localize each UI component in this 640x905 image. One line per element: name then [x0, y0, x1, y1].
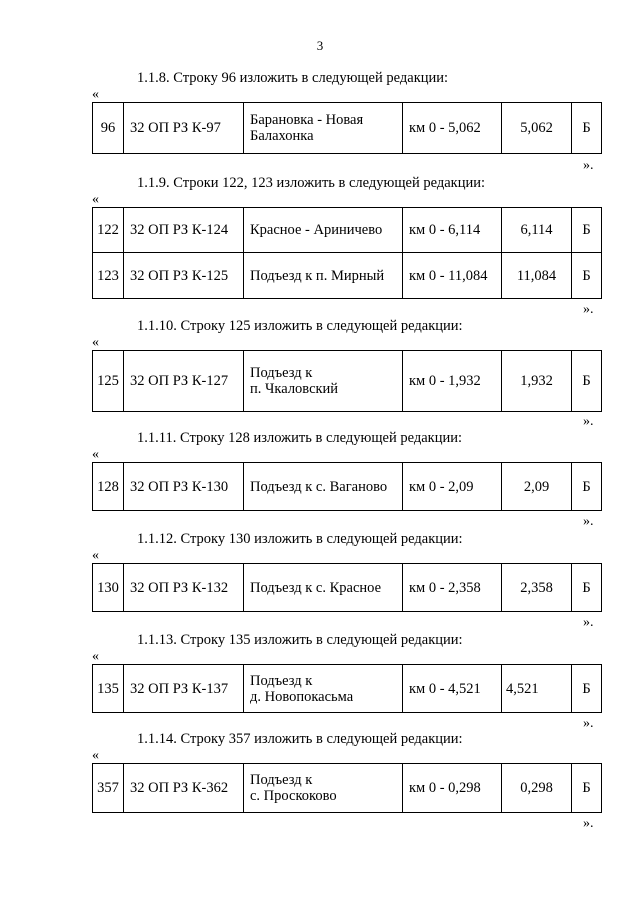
row-number-cell: 123 — [93, 253, 124, 299]
table-row — [93, 564, 602, 612]
table-row — [93, 764, 602, 813]
quote-open: « — [92, 649, 99, 664]
km-range-cell: км 0 - 1,932 — [403, 351, 502, 412]
quote-close: ». — [583, 816, 594, 831]
category-cell: Б — [572, 253, 602, 299]
road-id-cell: 32 ОП РЗ К-137 — [124, 665, 244, 713]
category-cell: Б — [572, 208, 602, 253]
length-cell: 11,084 — [502, 253, 572, 299]
length-cell: 4,521 — [502, 665, 572, 713]
road-id-cell: 32 ОП РЗ К-362 — [124, 764, 244, 813]
page-number: 3 — [316, 38, 324, 53]
row-number-cell: 135 — [93, 665, 124, 713]
quote-open: « — [92, 447, 99, 462]
category-cell: Б — [572, 564, 602, 612]
road-name-cell: Подъезд к с. Проскоково — [244, 764, 403, 813]
length-cell: 1,932 — [502, 351, 572, 412]
road-id-cell: 32 ОП РЗ К-125 — [124, 253, 244, 299]
km-range-cell: км 0 - 5,062 — [403, 103, 502, 154]
length-cell: 6,114 — [502, 208, 572, 253]
section-heading: 1.1.13. Строку 135 изложить в следующей редакции: — [137, 632, 463, 648]
length-cell: 2,358 — [502, 564, 572, 612]
category-cell: Б — [572, 764, 602, 813]
road-name-cell: Подъезд к д. Новопокасьма — [244, 665, 403, 713]
road-id-cell: 32 ОП РЗ К-130 — [124, 463, 244, 511]
km-range-cell: км 0 - 2,09 — [403, 463, 502, 511]
row-number-cell: 357 — [93, 764, 124, 813]
table-row — [93, 103, 602, 154]
section-heading: 1.1.14. Строку 357 изложить в следующей редакции: — [137, 731, 463, 747]
road-table — [92, 664, 602, 713]
category-cell: Б — [572, 351, 602, 412]
quote-close: ». — [583, 615, 594, 630]
length-cell: 5,062 — [502, 103, 572, 154]
quote-open: « — [92, 192, 99, 207]
quote-open: « — [92, 335, 99, 350]
row-number-cell: 125 — [93, 351, 124, 412]
quote-close: ». — [583, 514, 594, 529]
category-cell: Б — [572, 103, 602, 154]
row-number-cell: 128 — [93, 463, 124, 511]
road-name-cell: Подъезд к п. Мирный — [244, 253, 403, 299]
quote-close: ». — [583, 414, 594, 429]
quote-open: « — [92, 748, 99, 763]
row-number-cell: 130 — [93, 564, 124, 612]
table-row — [93, 463, 602, 511]
road-table — [92, 563, 602, 612]
road-name-cell: Барановка - Новая Балахонка — [244, 103, 403, 154]
quote-close: ». — [583, 302, 594, 317]
road-table — [92, 763, 602, 813]
km-range-cell: км 0 - 0,298 — [403, 764, 502, 813]
quote-close: ». — [583, 716, 594, 731]
table-row — [93, 253, 602, 299]
table-row — [93, 665, 602, 713]
quote-close: ». — [583, 158, 594, 173]
road-table — [92, 350, 602, 412]
section-heading: 1.1.9. Строки 122, 123 изложить в следующей редакции: — [137, 175, 486, 191]
row-number-cell: 122 — [93, 208, 124, 253]
table-row — [93, 351, 602, 412]
km-range-cell: км 0 - 6,114 — [403, 208, 502, 253]
length-cell: 2,09 — [502, 463, 572, 511]
category-cell: Б — [572, 665, 602, 713]
length-cell: 0,298 — [502, 764, 572, 813]
section-heading: 1.1.8. Строку 96 изложить в следующей редакции: — [137, 70, 449, 86]
road-name-cell: Подъезд к с. Красное — [244, 564, 403, 612]
road-name-cell: Подъезд к с. Ваганово — [244, 463, 403, 511]
road-name-cell: Красное - Ариничево — [244, 208, 403, 253]
road-table — [92, 102, 602, 154]
row-number-cell: 96 — [93, 103, 124, 154]
road-name-cell: Подъезд к п. Чкаловский — [244, 351, 403, 412]
km-range-cell: км 0 - 2,358 — [403, 564, 502, 612]
km-range-cell: км 0 - 11,084 — [403, 253, 502, 299]
road-id-cell: 32 ОП РЗ К-124 — [124, 208, 244, 253]
road-id-cell: 32 ОП РЗ К-132 — [124, 564, 244, 612]
table-row — [93, 208, 602, 253]
section-heading: 1.1.12. Строку 130 изложить в следующей редакции: — [137, 531, 463, 547]
section-heading: 1.1.10. Строку 125 изложить в следующей редакции: — [137, 318, 463, 334]
quote-open: « — [92, 548, 99, 563]
quote-open: « — [92, 87, 99, 102]
road-table — [92, 207, 602, 299]
road-id-cell: 32 ОП РЗ К-127 — [124, 351, 244, 412]
km-range-cell: км 0 - 4,521 — [403, 665, 502, 713]
category-cell: Б — [572, 463, 602, 511]
road-id-cell: 32 ОП РЗ К-97 — [124, 103, 244, 154]
road-table — [92, 462, 602, 511]
section-heading: 1.1.11. Строку 128 изложить в следующей редакции: — [137, 430, 463, 446]
